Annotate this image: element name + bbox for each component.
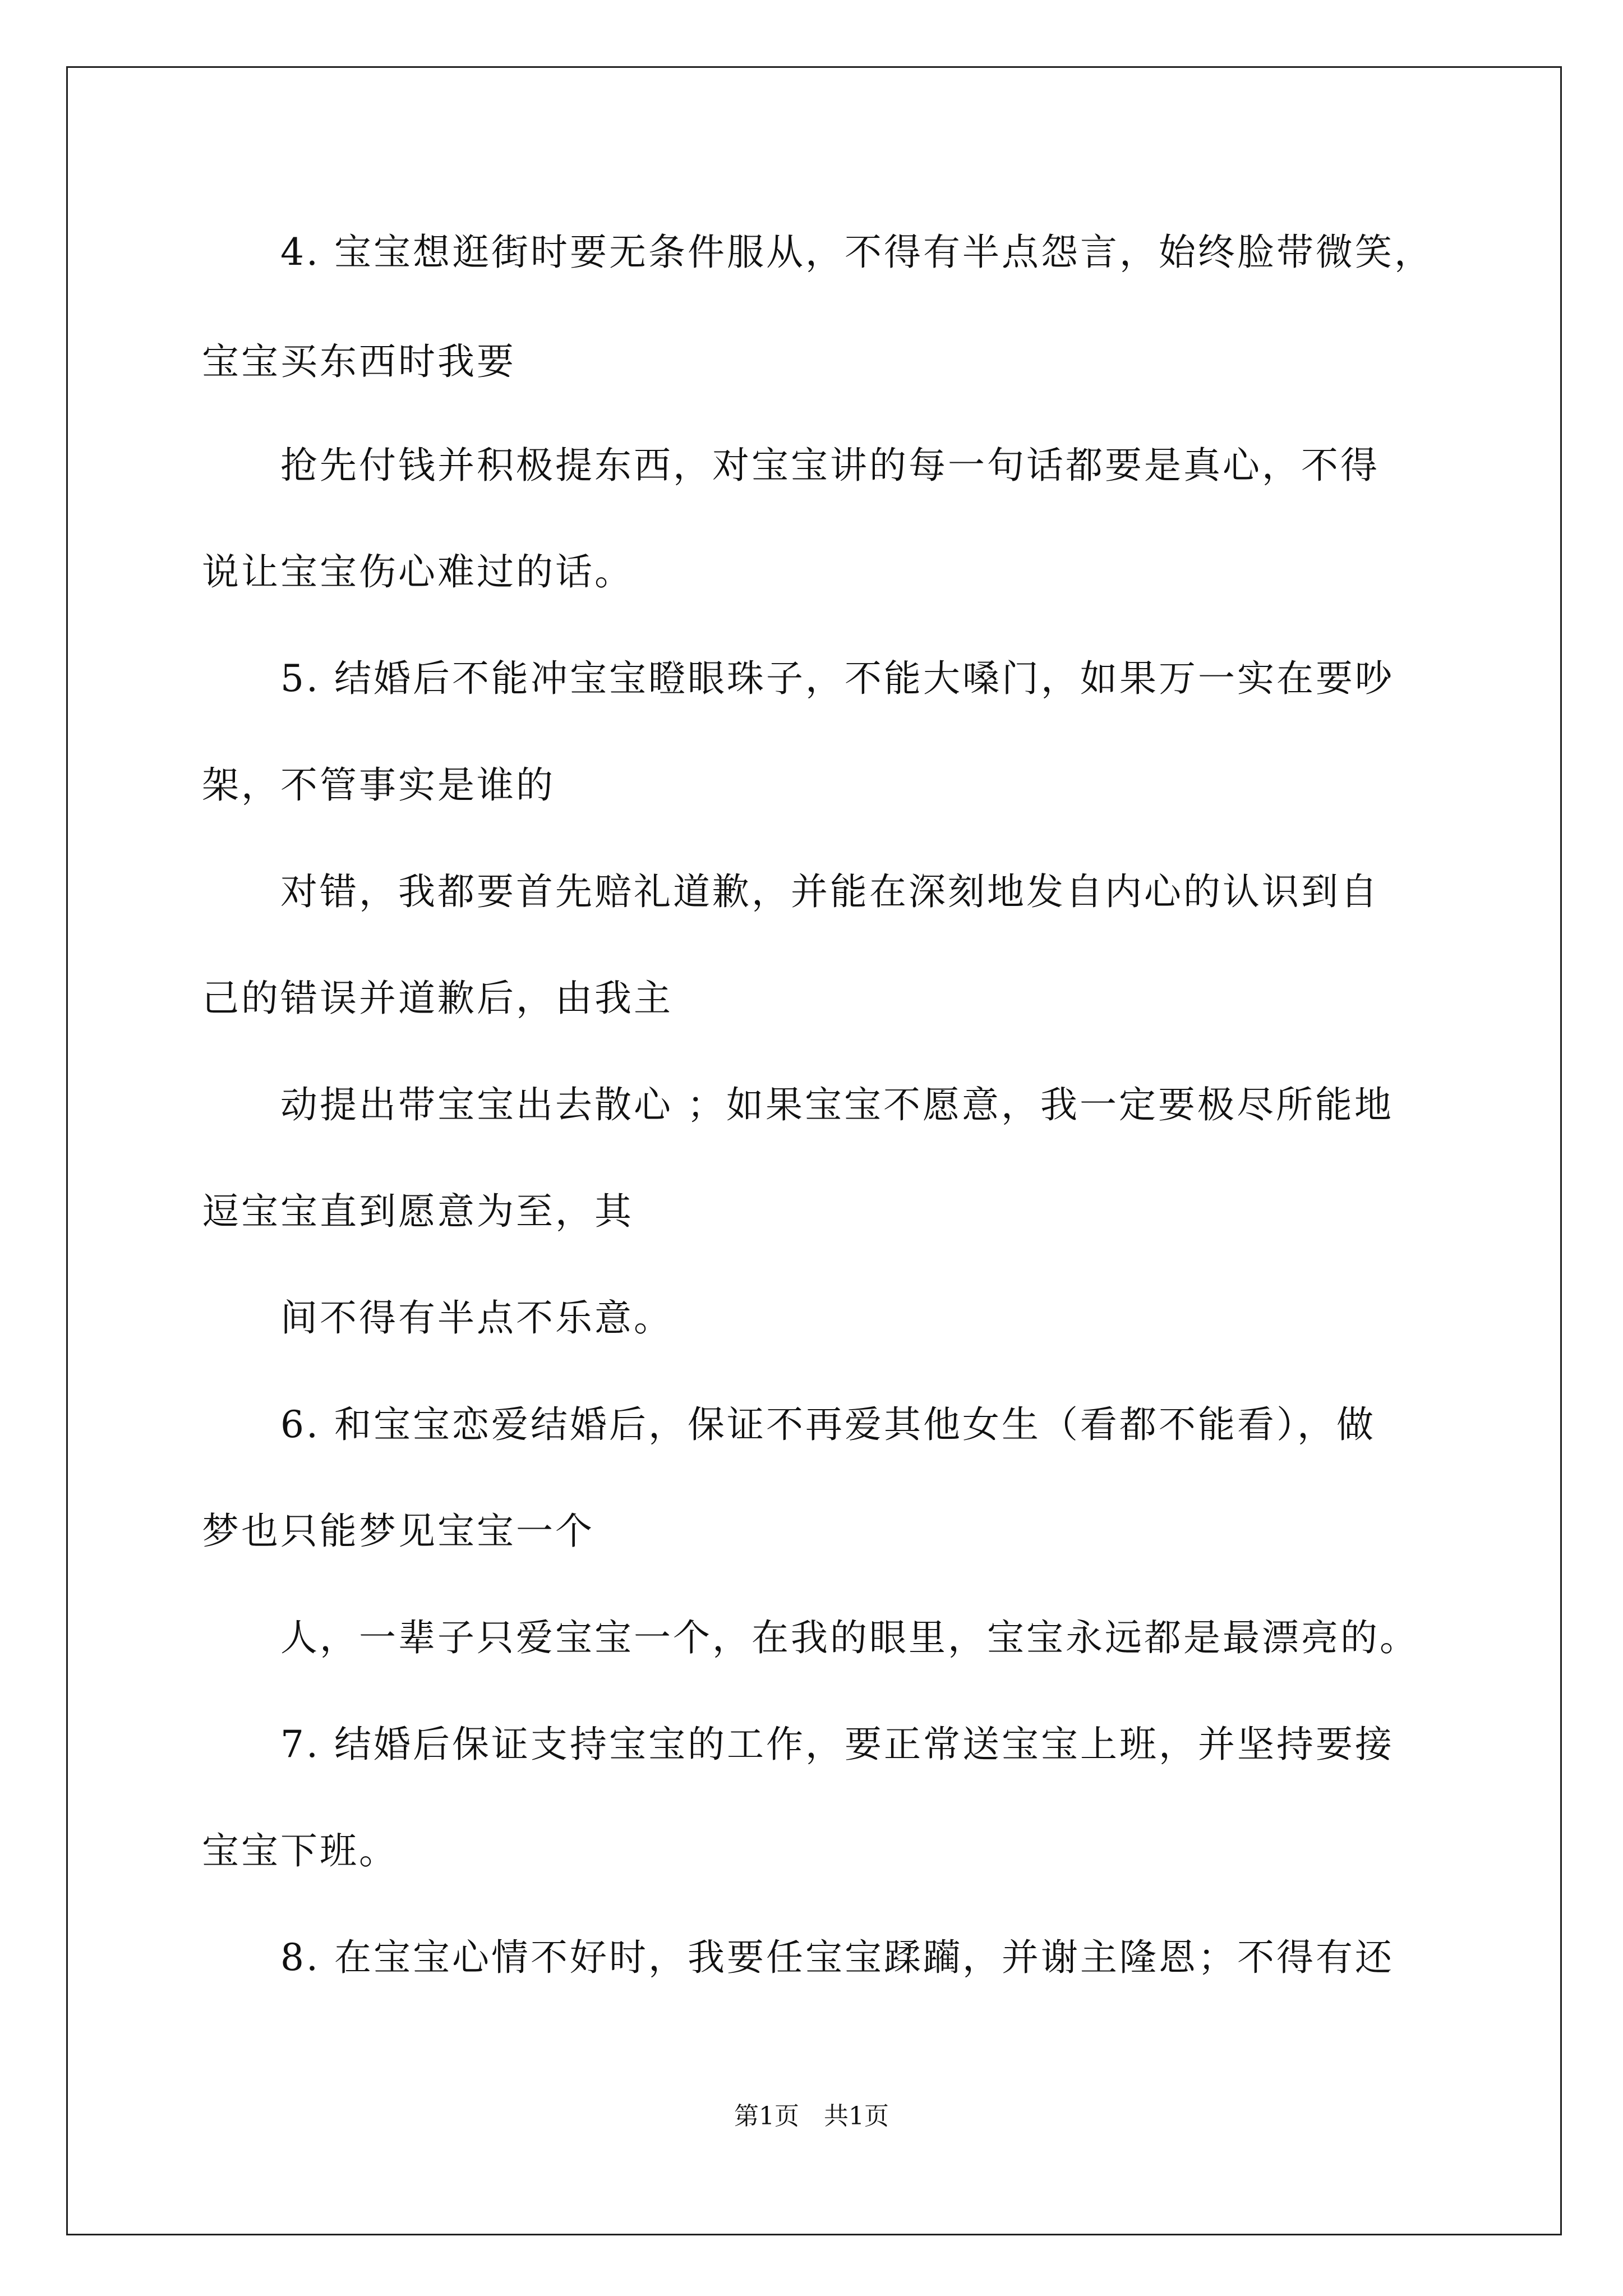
paragraph-5b-line-2: 己的错误并道歉后，由我主 [202, 977, 673, 1020]
paragraph-6-line-1: 6. 和宝宝恋爱结婚后，保证不再爱其他女生（看都不能看），做 [280, 1403, 1376, 1446]
paragraph-7-line-1: 7. 结婚后保证支持宝宝的工作，要正常送宝宝上班，并坚持要接 [280, 1723, 1394, 1766]
paragraph-5c-line-1: 动提出带宝宝出去散心 ；如果宝宝不愿意，我一定要极尽所能地 [280, 1083, 1394, 1126]
paragraph-5-line-2: 架，不管事实是谁的 [202, 763, 555, 807]
paragraph-5b-line-1: 对错，我都要首先赔礼道歉，并能在深刻地发自内心的认识到自 [280, 870, 1380, 913]
page-number-footer: 第1页 共1页 [734, 2102, 889, 2131]
paragraph-5c-line-2: 逗宝宝直到愿意为至，其 [202, 1190, 634, 1233]
paragraph-5-line-1: 5. 结婚后不能冲宝宝瞪眼珠子，不能大嗓门，如果万一实在要吵 [280, 657, 1394, 700]
paragraph-6b-line-1: 人，一辈子只爱宝宝一个，在我的眼里，宝宝永远都是最漂亮的。 [280, 1616, 1419, 1659]
paragraph-4b-line-2: 说让宝宝伤心难过的话。 [202, 550, 634, 593]
paragraph-6-line-2: 梦也只能梦见宝宝一个 [202, 1510, 594, 1553]
paragraph-5d-line-1: 间不得有半点不乐意。 [280, 1296, 673, 1340]
page-border [66, 66, 1562, 2235]
paragraph-4-line-1: 4. 宝宝想逛街时要无条件服从，不得有半点怨言，始终脸带微笑， [280, 231, 1433, 274]
paragraph-8-line-1: 8. 在宝宝心情不好时，我要任宝宝蹂躏，并谢主隆恩；不得有还 [280, 1936, 1394, 1979]
paragraph-4b-line-1: 抢先付钱并积极提东西，对宝宝讲的每一句话都要是真心，不得 [280, 444, 1380, 487]
paragraph-4-line-2: 宝宝买东西时我要 [202, 340, 516, 383]
paragraph-7-line-2: 宝宝下班。 [202, 1829, 398, 1872]
